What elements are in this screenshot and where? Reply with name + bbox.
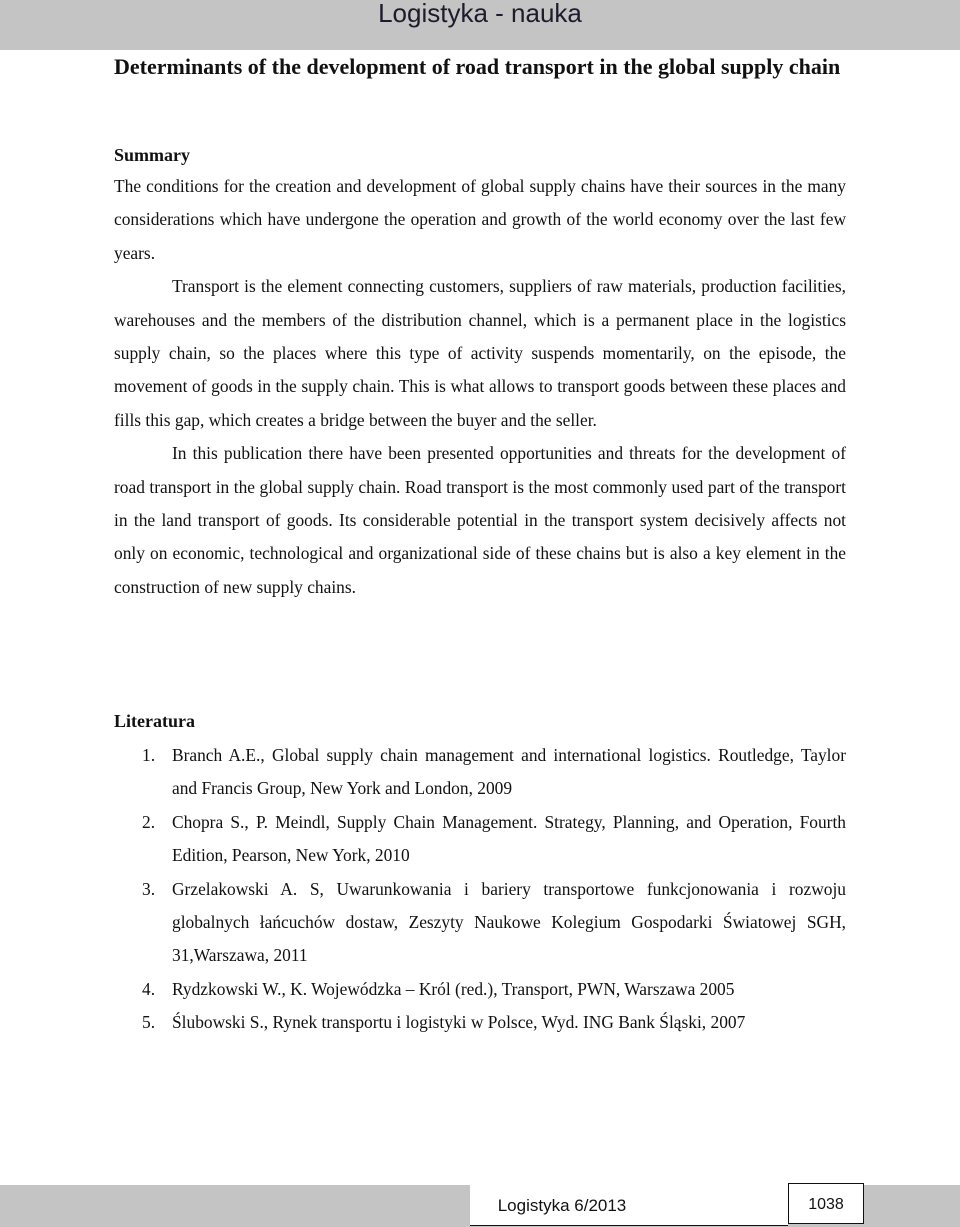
literature-heading: Literatura (114, 711, 195, 731)
reference-number: 5. (142, 1012, 156, 1033)
reference-text: Branch A.E., Global supply chain management and international logistics. Routledge, Taylor and Francis Group, New York and London, 2009 (172, 745, 846, 799)
article-title: Determinants of the development of road transport in the global supply chain (114, 54, 841, 79)
reference-item (114, 1006, 846, 1039)
reference-number: 3. (142, 878, 156, 899)
summary-paragraph: The conditions for the creation and development of global supply chains have their sources in the many considerations which have undergone the operation and growth of the world economy over the last few years. (114, 176, 846, 263)
reference-item (114, 873, 846, 973)
article (114, 50, 846, 1033)
reference-text: Grzelakowski A. S, Uwarunkowania i bariery transportowe funkcjonowania i rozwoju globalnych łańcuchów dostaw, Zeszyty Naukowe Kolegium Gospodarki Światowej SGH, 31,Warszawa, 2011 (172, 878, 846, 966)
reference-item (114, 739, 846, 806)
reference-number: 4. (142, 978, 156, 999)
reference-number: 2. (142, 811, 156, 832)
summary-heading: Summary (114, 145, 190, 165)
summary-body (114, 170, 846, 604)
footer-journal: Logistyka 6/2013 (497, 1196, 627, 1215)
reference-text: Chopra S., P. Meindl, Supply Chain Management. Strategy, Planning, and Operation, Fourth Edition, Pearson, New York, 2010 (172, 811, 846, 866)
summary-paragraph: In this publication there have been presented opportunities and threats for the development of road transport in the global supply chain. Road transport is the most commonly used part of the transport in the land transport of goods. Its considerable potential in the transport system decisively affects not only on economic, technological and organizational side of these chains but is also a key element in the construction of new supply chains. (114, 443, 846, 597)
reference-item (114, 806, 846, 873)
summary-paragraph: Transport is the element connecting customers, suppliers of raw materials, production facilities, warehouses and the members of the distribution channel, which is a permanent place in the logistics supply chain, so the places where this type of activity suspends momentarily, on the episode, the movement of goods in the supply chain. This is what allows to transport goods between these places and fills this gap, which creates a bridge between the buyer and the seller. (114, 276, 846, 430)
reference-text: Rydzkowski W., K. Wojewódzka – Król (red.), Transport, PWN, Warszawa 2005 (172, 978, 735, 999)
reference-item (114, 973, 846, 1006)
reference-number: 1. (142, 745, 156, 765)
reference-text: Ślubowski S., Rynek transportu i logistyki w Polsce, Wyd. ING Bank Śląski, 2007 (172, 1012, 746, 1033)
running-header: Logistyka - nauka (378, 0, 582, 28)
page-number: 1038 (808, 1196, 844, 1213)
reference-list (114, 739, 846, 1040)
